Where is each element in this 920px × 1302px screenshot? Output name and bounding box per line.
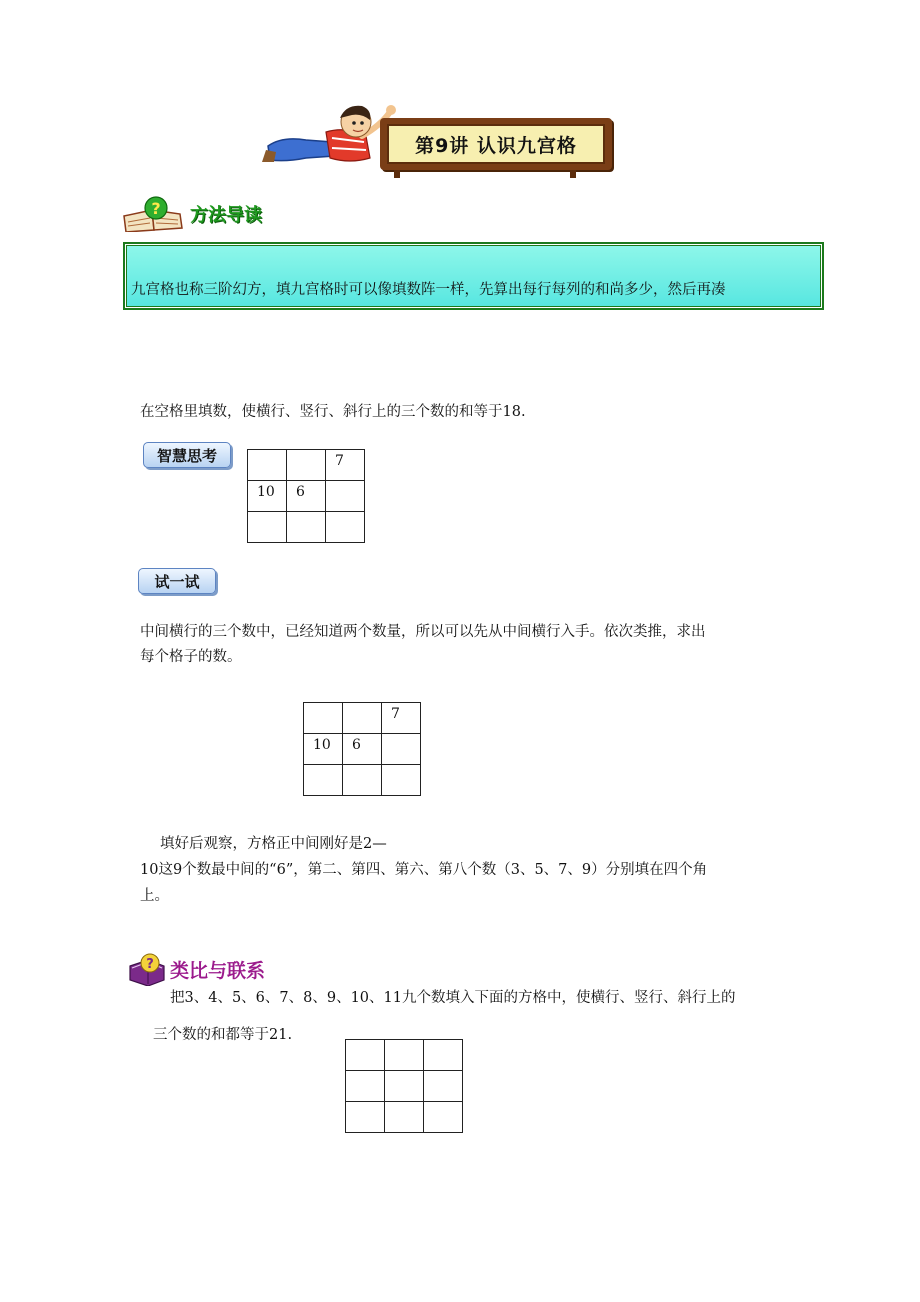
grid-cell[interactable]	[385, 1102, 424, 1133]
try-it-hint-line2: 每个格子的数。	[140, 649, 242, 665]
grid-cell[interactable]	[382, 734, 421, 765]
grid-cell[interactable]	[248, 512, 287, 543]
grid-cell[interactable]	[346, 1102, 385, 1133]
grid-cell[interactable]: 6	[287, 481, 326, 512]
analogy-text-line1: 把3、4、5、6、7、8、9、10、11九个数填入下面的方格中，使横行、竖行、斜行上的	[170, 990, 736, 1006]
analogy-grid	[345, 1039, 463, 1133]
grid-cell[interactable]	[424, 1071, 463, 1102]
svg-text:?: ?	[146, 957, 154, 972]
try-it-label: 试一试	[138, 568, 216, 594]
grid-cell[interactable]	[346, 1071, 385, 1102]
lesson-title: 第9讲 认识九宫格	[415, 134, 577, 157]
open-book-question-icon	[122, 196, 186, 232]
observation-line2: 10这9个数最中间的“6”，第二、第四、第六、第八个数（3、5、7、9）分别填在四个角	[140, 862, 708, 878]
try-it-hint-line1: 中间横行的三个数中，已经知道两个数量，所以可以先从中间横行入手。依次类推，求出	[140, 624, 706, 640]
grid-cell[interactable]	[343, 703, 382, 734]
analogy-section-header	[128, 952, 265, 986]
grid-cell[interactable]: 7	[326, 450, 365, 481]
grid-cell[interactable]	[304, 703, 343, 734]
grid-cell[interactable]	[346, 1040, 385, 1071]
analogy-section-title: 类比与联系	[170, 959, 266, 982]
grid-cell[interactable]	[287, 512, 326, 543]
problem-grid	[247, 449, 365, 543]
banner-post-right	[570, 170, 576, 178]
purple-book-question-icon	[128, 952, 166, 986]
grid-cell[interactable]	[385, 1040, 424, 1071]
grid-cell[interactable]	[424, 1040, 463, 1071]
method-section-title: 方法导读	[190, 205, 262, 226]
grid-cell[interactable]: 10	[248, 481, 287, 512]
grid-cell[interactable]: 7	[382, 703, 421, 734]
grid-cell[interactable]: 10	[304, 734, 343, 765]
problem-statement: 在空格里填数，使横行、竖行、斜行上的三个数的和等于18.	[140, 404, 526, 420]
observation-line1: 填好后观察，方格正中间刚好是2—	[160, 836, 387, 852]
method-description-text: 九宫格也称三阶幻方，填九宫格时可以像填数阵一样，先算出每行每列的和尚多少，然后再凑	[131, 282, 726, 298]
lesson-title-banner	[380, 118, 612, 170]
grid-cell[interactable]	[343, 765, 382, 796]
grid-cell[interactable]	[385, 1071, 424, 1102]
grid-cell[interactable]	[424, 1102, 463, 1133]
grid-cell[interactable]	[326, 481, 365, 512]
observation-line3: 上。	[140, 888, 169, 904]
grid-cell[interactable]	[304, 765, 343, 796]
lesson-title-board	[387, 124, 605, 164]
grid-cell[interactable]	[248, 450, 287, 481]
banner-post-left	[394, 170, 400, 178]
method-section-header	[122, 196, 262, 232]
grid-cell[interactable]	[382, 765, 421, 796]
method-description-box	[123, 242, 824, 310]
grid-cell[interactable]	[326, 512, 365, 543]
try-it-grid	[303, 702, 421, 796]
svg-text:?: ?	[151, 199, 161, 218]
wisdom-thinking-label: 智慧思考	[143, 442, 231, 468]
grid-cell[interactable]: 6	[343, 734, 382, 765]
grid-cell[interactable]	[287, 450, 326, 481]
analogy-text-line2: 三个数的和都等于21.	[153, 1027, 293, 1043]
